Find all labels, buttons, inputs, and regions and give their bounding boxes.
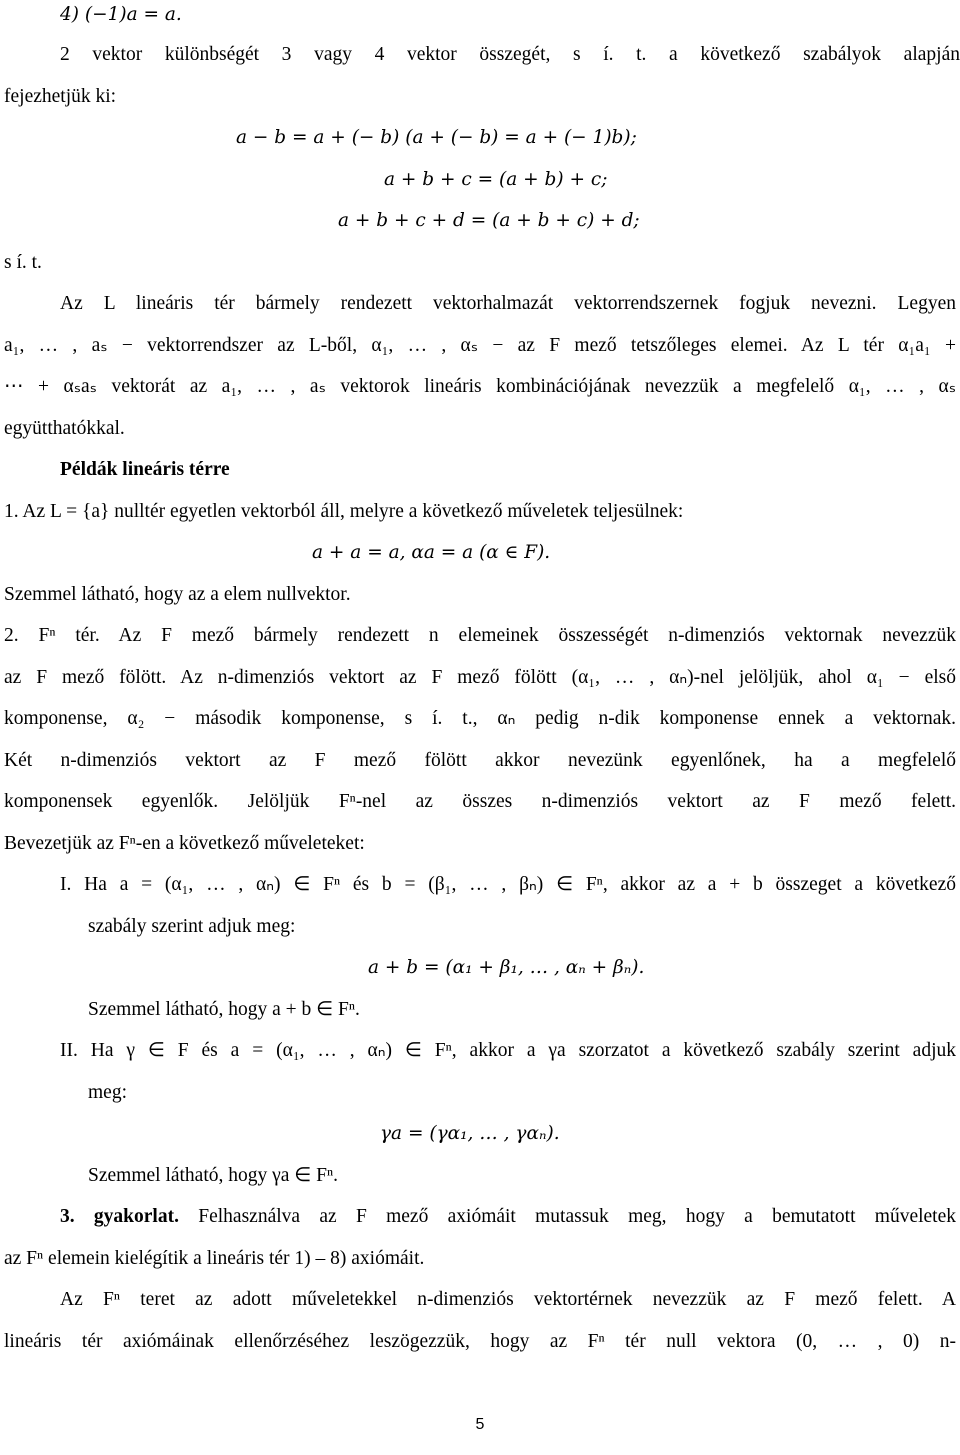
line-text: s í. t. bbox=[4, 252, 42, 273]
line-text: az F mező fölött. Az n-dimenziós vektort az F mező fölött (α₁, … , αₙ)-nel jelöljük, ahol α₁ − első bbox=[4, 667, 956, 688]
equation-vector-sum: a + b = (α₁ + β₁, … , αₙ + βₙ). bbox=[368, 957, 645, 978]
section-heading: Példák lineáris térre bbox=[60, 459, 230, 480]
line-text: ⋯ + αₛaₛ vektorát az a₁, … , aₛ vektorok lineáris kombinációjának nevezzük a megfelelő α₁, … , αₛ bbox=[4, 376, 956, 397]
page-number: 5 bbox=[475, 1416, 485, 1433]
line-text: lineáris tér axiómáinak ellenőrzéséhez leszögezzük, hogy az Fⁿ tér null vektora (0, … , 0) n- bbox=[4, 1331, 956, 1352]
equation-sum-three: a + b + c = (a + b) + c; bbox=[384, 169, 608, 190]
line-text: Szemmel látható, hogy az a elem nullvektor. bbox=[4, 584, 351, 605]
line-text: Bevezetjük az Fⁿ-en a következő műveleteket: bbox=[4, 833, 365, 854]
line-text: az Fⁿ elemein kielégítik a lineáris tér 1) – 8) axiómáit. bbox=[4, 1248, 425, 1269]
equation-sum-four: a + b + c + d = (a + b + c) + d; bbox=[338, 210, 640, 231]
line-text: fejezhetjük ki: bbox=[4, 86, 117, 107]
line-text: szabály szerint adjuk meg: bbox=[88, 916, 296, 937]
line-text: Szemmel látható, hogy γa ∈ Fⁿ. bbox=[88, 1165, 338, 1186]
equation-nullspace: a + a = a, αa = a (α ∈ F). bbox=[312, 542, 551, 563]
line-text: 2. Fⁿ tér. Az F mező bármely rendezett n elemeinek összességét n-dimenziós vektornak nevezzük bbox=[4, 625, 956, 646]
exercise-label: 3. gyakorlat. bbox=[60, 1206, 179, 1227]
line-text: komponensek egyenlők. Jelöljük Fⁿ-nel az összes n-dimenziós vektort az F mező felett. bbox=[4, 791, 956, 812]
equation-difference: a − b = a + (− b) (a + (− b) = a + (− 1)b); bbox=[236, 127, 637, 148]
line-text: 2 vektor különbségét 3 vagy 4 vektor összegét, s í. t. a következő szabályok alapján bbox=[60, 44, 960, 65]
line-text: a₁, … , aₛ − vektorrendszer az L-ből, α₁, … , αₛ − az F mező tetszőleges elemei. Az L tér α₁a₁ + bbox=[4, 335, 956, 356]
line-text: komponense, α₂ − második komponense, s í. t., αₙ pedig n-dik komponense ennek a vektornak. bbox=[4, 708, 956, 729]
line-text: Az Fⁿ teret az adott műveletekkel n-dimenziós vektortérnek nevezzük az F mező felett. A bbox=[60, 1289, 956, 1310]
line-text: II. Ha γ ∈ F és a = (α₁, … , αₙ) ∈ Fⁿ, akkor a γa szorzatot a következő szabály szerint adjuk bbox=[60, 1040, 956, 1061]
exercise-line bbox=[0, 1204, 960, 1230]
line-text: meg: bbox=[88, 1082, 127, 1103]
equation-scalar-product: γa = (γα₁, … , γαₙ). bbox=[380, 1123, 560, 1144]
line-text: Szemmel látható, hogy a + b ∈ Fⁿ. bbox=[88, 999, 360, 1020]
line-text: Az L lineáris tér bármely rendezett vektorhalmazát vektorrendszernek fogjuk nevezni. Legyen bbox=[60, 293, 956, 314]
exercise-text: Felhasználva az F mező axiómáit mutassuk meg, hogy a bemutatott műveletek bbox=[178, 1206, 957, 1227]
line-text: I. Ha a = (α₁, … , αₙ) ∈ Fⁿ és b = (β₁, … , βₙ) ∈ Fⁿ, akkor az a + b összeget a következő bbox=[60, 874, 956, 895]
line-text: együtthatókkal. bbox=[4, 418, 125, 439]
line-text: Két n-dimenziós vektort az F mező fölött akkor nevezünk egyenlőnek, ha a megfelelő bbox=[4, 750, 956, 771]
line-text: 1. Az L = {a} nulltér egyetlen vektorból áll, melyre a következő műveletek teljesülnek: bbox=[4, 501, 684, 522]
line-axiom-4: 4) (−1)a = a. bbox=[60, 4, 182, 25]
